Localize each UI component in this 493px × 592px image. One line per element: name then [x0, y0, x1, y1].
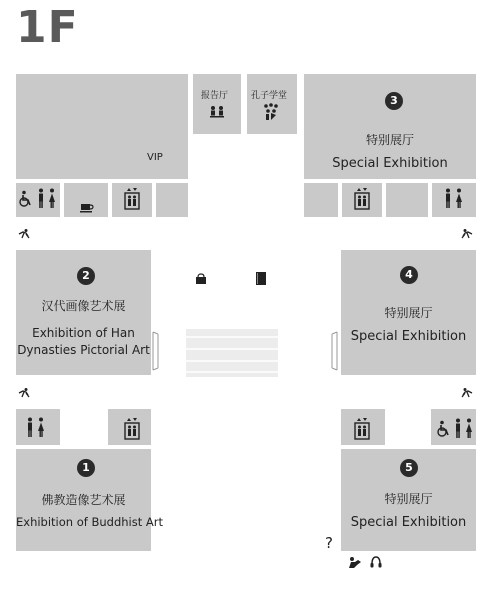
cafe-icon	[80, 203, 94, 213]
hall-1-title-en: Exhibition of Buddhist Art	[16, 515, 163, 529]
shop-icon	[195, 273, 207, 285]
hall-4-title-zh: 特别展厅	[384, 306, 433, 320]
restroom-icon	[443, 188, 465, 210]
emergency-exit-icon	[460, 388, 474, 398]
vip-label: VIP	[147, 152, 163, 163]
hall-3-number: 3	[385, 92, 403, 110]
hall-5-title-en: Special Exhibition	[350, 515, 467, 530]
lecture-hall-label: 报告厅	[201, 91, 229, 101]
lecture-hall[interactable]	[193, 74, 241, 134]
hall-2-number: 2	[77, 267, 95, 285]
hall-1-title-zh: 佛教造像艺术展	[41, 493, 126, 507]
restroom-icon	[453, 418, 475, 440]
audio-guide-icon	[348, 557, 362, 569]
hall-3-title-zh: 特别展厅	[365, 133, 414, 147]
hall-4-title-en: Special Exhibition	[350, 329, 467, 344]
group-icon	[262, 103, 282, 121]
wheelchair-icon	[18, 190, 34, 208]
hall-5-title-zh: 特别展厅	[384, 492, 433, 506]
restroom-icon	[36, 188, 58, 210]
elevator-icon	[124, 188, 140, 210]
hall-3-title-en: Special Exhibition	[332, 156, 448, 171]
wheelchair-icon	[436, 420, 452, 438]
elevator-icon	[354, 418, 370, 440]
elevator-icon	[124, 418, 140, 440]
people-icon	[209, 106, 225, 118]
confucius-classroom-label: 孔子学堂	[251, 91, 288, 101]
book-icon	[256, 272, 266, 285]
emergency-exit-icon	[460, 229, 474, 239]
emergency-exit-icon	[17, 229, 31, 239]
elevator-icon	[354, 188, 370, 210]
hall-2-title-en-line2: Dynasties Pictorial Art	[17, 343, 150, 357]
floor-title: 1F	[16, 2, 79, 53]
headphones-icon	[370, 556, 382, 568]
hall-2-title-en-line1: Exhibition of Han	[32, 326, 135, 340]
hall-1-number: 1	[77, 459, 95, 477]
hall-4-number: 4	[400, 266, 418, 284]
hall-5-number: 5	[400, 459, 418, 477]
hall-2-title-zh: 汉代画像艺术展	[41, 299, 126, 313]
railing-right	[330, 330, 338, 372]
restroom-icon	[25, 417, 47, 439]
railing-left	[152, 330, 160, 372]
emergency-exit-icon	[17, 388, 31, 398]
info-icon: ?	[325, 534, 333, 552]
